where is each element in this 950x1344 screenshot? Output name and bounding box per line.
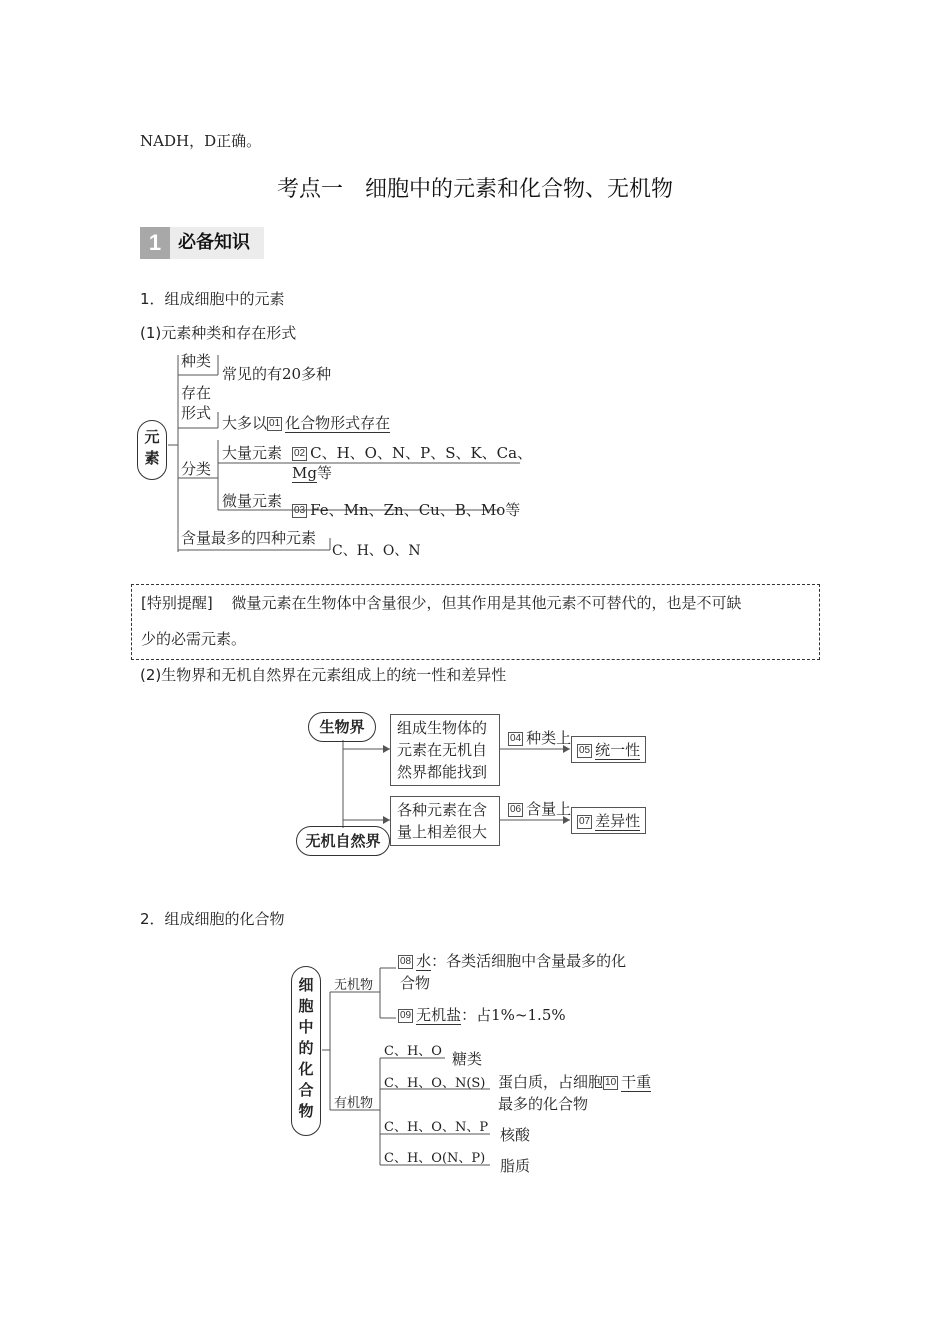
diagram3-salt-text: ：占1%~1.5%	[461, 1006, 566, 1024]
diagram3-compound-4: 脂质	[500, 1157, 531, 1175]
diagram1-macro-label: 大量元素	[222, 444, 283, 462]
diagram3-compound-3: 核酸	[500, 1126, 531, 1144]
diagram1-macro-text: C、H、O、N、P、S、K、Ca、	[310, 444, 533, 462]
diagram3-compound-2-key: 干重	[621, 1073, 652, 1091]
diagram2-label1-num: 04	[510, 733, 522, 744]
diagram3-root-compounds	[291, 966, 321, 1136]
diagram3-salt-num: 09	[400, 1010, 412, 1021]
diagram3-root-char-3: 中	[298, 1018, 314, 1036]
diagram3-elements-2: C、H、O、N(S)	[384, 1076, 486, 1091]
heading-elements: 1．组成细胞中的元素	[140, 290, 285, 308]
diagram3-compound-2-tail: 最多的化合物	[498, 1095, 589, 1113]
diagram3-root-char-4: 的	[298, 1039, 314, 1057]
notice-tag: [特别提醒]	[141, 594, 213, 612]
section-badge-label: 必备知识	[170, 227, 264, 259]
diagram2-bio-world: 生物界	[308, 712, 376, 742]
diagram2-box1: 组成生物体的元素在无机自然界都能找到	[390, 714, 500, 786]
diagram1-micro-tail: 等	[505, 501, 521, 519]
section-badge-number: 1	[140, 227, 170, 259]
diagram2-label2-num: 06	[510, 804, 522, 815]
diagram3-water-key: 水	[416, 952, 432, 970]
diagram1-most-label: 含量最多的四种元素	[181, 529, 317, 547]
diagram1-macro-text2a: Mg	[292, 464, 317, 482]
diagram3-root-char-1: 细	[298, 976, 314, 994]
diagram1-form-label-1: 存在	[181, 384, 212, 402]
top-line: NADH，D正确。	[140, 132, 262, 150]
diagram1-kinds-label: 种类	[181, 352, 212, 370]
diagram1-micro-label: 微量元素	[222, 492, 283, 510]
diagram3-water-num: 08	[400, 956, 412, 967]
diagram3-salt-row	[398, 1004, 566, 1025]
diagram3-compound-1: 糖类	[452, 1050, 483, 1068]
diagram1-macro-text2b: 等	[316, 464, 332, 482]
diagram2-result2-text: 差异性	[595, 812, 641, 830]
diagram2-nature-world: 无机自然界	[296, 826, 390, 856]
diagram3-water-text: ：各类活细胞中含量最多的化	[431, 952, 627, 970]
diagram2-box2: 各种元素在含量上相差很大	[390, 796, 500, 846]
diagram3-elements-1: C、H、O	[384, 1044, 442, 1059]
heading-compounds: 2．组成细胞的化合物	[140, 910, 285, 928]
diagram1-micro-text: Fe、Mn、Zn、Cu、B、Mo	[310, 501, 506, 519]
diagram2-result1-text: 统一性	[595, 741, 641, 759]
diagram3-compound-2-num: 10	[605, 1077, 617, 1088]
diagram1-form-text: 化合物形式存在	[285, 414, 391, 432]
diagram3-compound-2-row	[498, 1071, 651, 1092]
diagram3-inorganic-label: 无机物	[334, 978, 374, 993]
diagram2-result2-num: 07	[579, 816, 591, 827]
notice-text1: 微量元素在生物体中含量很少，但其作用是其他元素不可替代的，也是不可缺	[231, 594, 742, 612]
diagram1-kinds-text: 常见的有20多种	[222, 365, 332, 383]
diagram2-result1-num: 05	[579, 745, 591, 756]
diagram2-label1-text: 种类上	[526, 729, 572, 747]
diagram3-water-row	[398, 950, 626, 971]
diagram3-root-char-5: 化	[298, 1060, 314, 1078]
diagram1-macro-num: 02	[294, 448, 306, 459]
diagram3-salt-key: 无机盐	[416, 1006, 462, 1024]
diagram2-label2-text: 含量上	[526, 800, 572, 818]
subheading-unity-diversity: (2)生物界和无机自然界在元素组成上的统一性和差异性	[140, 666, 507, 684]
diagram1-form-label-2: 形式	[181, 404, 212, 422]
diagram3-elements-4: C、H、O(N、P)	[384, 1151, 486, 1166]
diagram1-form-prefix: 大多以	[222, 414, 268, 432]
diagram1-most-text: C、H、O、N	[332, 543, 421, 559]
diagram3-water-text2: 合物	[400, 974, 431, 992]
diagram3-root-char-2: 胞	[298, 997, 314, 1015]
diagram3-root-char-7: 物	[298, 1102, 314, 1120]
diagram1-micro-num: 03	[294, 505, 306, 516]
diagram1-form-num: 01	[269, 418, 281, 429]
diagram1-root-label: 元素	[144, 428, 160, 467]
diagram3-organic-label: 有机物	[334, 1096, 374, 1111]
page-title: 考点一 细胞中的元素和化合物、无机物	[276, 177, 673, 202]
diagram3-compound-2: 蛋白质，占细胞	[498, 1073, 604, 1091]
diagram1-class-label: 分类	[181, 460, 212, 478]
diagram3-root-char-6: 合	[298, 1081, 314, 1099]
notice-text2: 少的必需元素。	[141, 630, 247, 648]
subheading-element-forms: (1)元素种类和存在形式	[140, 324, 297, 342]
diagram3-elements-3: C、H、O、N、P	[384, 1120, 489, 1135]
